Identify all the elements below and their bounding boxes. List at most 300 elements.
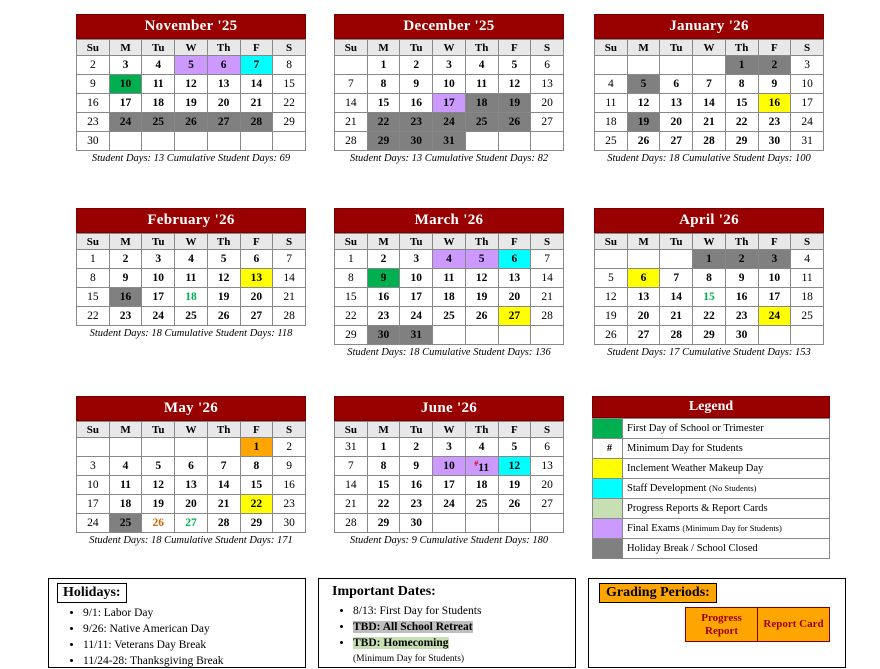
day-cell-empty: [660, 250, 693, 269]
day-cell: 9: [367, 269, 400, 288]
week-row: [335, 514, 564, 533]
week-row: [335, 113, 564, 132]
student-days-note: Student Days: 18 Cumulative Student Days: 100: [607, 153, 811, 164]
important-dates-box: [318, 578, 576, 668]
day-cell-empty: [531, 326, 564, 345]
weekday-header: M: [109, 40, 142, 56]
day-cell: 28: [240, 113, 273, 132]
day-cell-empty: [175, 132, 208, 151]
day-cell: 5: [207, 250, 240, 269]
day-cell: 24: [433, 113, 466, 132]
legend-row: [593, 499, 830, 519]
day-cell: 20: [531, 476, 564, 495]
day-cell: 15: [693, 288, 726, 307]
day-cell-empty: [627, 56, 660, 75]
day-cell-empty: [240, 132, 273, 151]
weekday-header: Su: [335, 234, 368, 250]
day-cell: 24: [758, 307, 791, 326]
day-cell-empty: [77, 438, 110, 457]
weekday-header: Th: [207, 40, 240, 56]
day-cell: 9: [109, 269, 142, 288]
weekday-header: Th: [725, 234, 758, 250]
day-cell: 6: [498, 250, 531, 269]
day-cell-empty: [207, 438, 240, 457]
day-cell: 10: [109, 75, 142, 94]
day-cell: 29: [335, 326, 368, 345]
day-cell: 15: [77, 288, 110, 307]
day-cell: 6: [240, 250, 273, 269]
weekday-header: S: [273, 40, 306, 56]
day-cell: 1: [77, 250, 110, 269]
weekday-header: Su: [77, 40, 110, 56]
day-cell: 12: [207, 269, 240, 288]
week-row: [335, 75, 564, 94]
day-cell: 13: [240, 269, 273, 288]
day-cell: 28: [273, 307, 306, 326]
day-cell-empty: [433, 514, 466, 533]
month-calendar-june-26: [334, 396, 564, 546]
week-row: [335, 495, 564, 514]
day-cell: 8: [77, 269, 110, 288]
day-cell: 3: [142, 250, 175, 269]
legend-label: Minimum Day for Students: [623, 439, 830, 459]
week-row: [77, 56, 306, 75]
day-cell: 13: [531, 75, 564, 94]
weekday-header: S: [791, 40, 824, 56]
month-grid: [334, 233, 564, 345]
day-cell: 16: [400, 476, 433, 495]
day-cell-empty: [109, 132, 142, 151]
week-row: [595, 75, 824, 94]
weekday-header: F: [240, 234, 273, 250]
day-cell: 25: [791, 307, 824, 326]
day-cell: 9: [758, 75, 791, 94]
day-cell: 2: [367, 250, 400, 269]
weekday-header: Th: [465, 422, 498, 438]
day-cell: 13: [175, 476, 208, 495]
week-row: [335, 288, 564, 307]
day-cell: 29: [367, 132, 400, 151]
day-cell: 10: [142, 269, 175, 288]
weekday-header: Tu: [400, 234, 433, 250]
legend-sublabel: (Minimum Day for Students): [682, 523, 782, 533]
day-cell: 15: [367, 94, 400, 113]
day-cell: 6: [175, 457, 208, 476]
day-cell-empty: [531, 132, 564, 151]
day-cell: 14: [240, 75, 273, 94]
day-cell: 19: [498, 94, 531, 113]
week-row: [77, 438, 306, 457]
day-cell: 23: [273, 495, 306, 514]
legend-grid: [592, 418, 830, 559]
week-row: [77, 307, 306, 326]
week-row: [335, 250, 564, 269]
legend-label: Progress Reports & Report Cards: [623, 499, 830, 519]
legend-swatch: [593, 499, 623, 519]
important-dates-list: [319, 603, 575, 667]
student-days-note: Student Days: 18 Cumulative Student Days: 136: [347, 347, 551, 358]
legend-label: First Day of School or Trimester: [623, 419, 830, 439]
day-cell: 7: [531, 250, 564, 269]
day-cell: 20: [531, 94, 564, 113]
day-cell: 4: [595, 75, 628, 94]
day-cell: 27: [175, 514, 208, 533]
day-cell: 10: [433, 75, 466, 94]
day-cell: 23: [758, 113, 791, 132]
day-cell: 1: [240, 438, 273, 457]
day-cell: 12: [175, 75, 208, 94]
day-cell-empty: [627, 250, 660, 269]
day-cell: 11: [109, 476, 142, 495]
month-title: December '25: [334, 14, 564, 39]
day-cell: #11: [465, 457, 498, 476]
day-cell: 28: [335, 514, 368, 533]
week-row: [595, 307, 824, 326]
day-cell: 5: [498, 438, 531, 457]
day-cell: 17: [433, 94, 466, 113]
day-cell: 26: [207, 307, 240, 326]
day-cell: 25: [109, 514, 142, 533]
day-cell: 3: [433, 56, 466, 75]
day-cell: 21: [693, 113, 726, 132]
legend-title: Legend: [592, 396, 830, 418]
day-cell: 22: [725, 113, 758, 132]
day-cell: 11: [595, 94, 628, 113]
day-cell: 5: [142, 457, 175, 476]
day-cell: 5: [595, 269, 628, 288]
weekday-header: Su: [595, 234, 628, 250]
month-title: June '26: [334, 396, 564, 421]
day-cell: 8: [335, 269, 368, 288]
list-item: • 9/1: Labor Day: [83, 605, 305, 621]
weekday-header: Tu: [400, 422, 433, 438]
day-cell-empty: [335, 56, 368, 75]
day-cell: 18: [595, 113, 628, 132]
day-cell-empty: [465, 132, 498, 151]
day-cell: 27: [660, 132, 693, 151]
day-cell: 17: [77, 495, 110, 514]
day-cell: 23: [725, 307, 758, 326]
legend-label: Staff Development (No Students): [623, 479, 830, 499]
weekday-header: W: [433, 40, 466, 56]
list-item: • 11/24-28: Thanksgiving Break: [83, 653, 305, 669]
day-cell: 14: [335, 94, 368, 113]
day-cell: 25: [433, 307, 466, 326]
legend-sublabel: (No Students): [709, 483, 757, 493]
week-row: [595, 250, 824, 269]
grading-periods-box: [588, 578, 846, 668]
day-cell: 15: [367, 476, 400, 495]
day-cell: 30: [400, 132, 433, 151]
day-cell: 20: [627, 307, 660, 326]
day-cell: 5: [175, 56, 208, 75]
day-cell: 17: [791, 94, 824, 113]
day-cell-empty: [433, 326, 466, 345]
legend-label: Inclement Weather Makeup Day: [623, 459, 830, 479]
day-cell: 9: [77, 75, 110, 94]
day-cell: 18: [465, 476, 498, 495]
day-cell: 24: [77, 514, 110, 533]
list-item: [353, 619, 575, 635]
week-row: [595, 113, 824, 132]
day-cell: 16: [273, 476, 306, 495]
day-cell: 18: [791, 288, 824, 307]
weekday-header: S: [531, 422, 564, 438]
week-row: [335, 269, 564, 288]
day-cell: 27: [240, 307, 273, 326]
day-cell: 26: [498, 495, 531, 514]
week-row: [77, 269, 306, 288]
month-grid: [334, 39, 564, 151]
week-row: [335, 132, 564, 151]
day-cell-empty: [498, 132, 531, 151]
day-cell: 14: [207, 476, 240, 495]
day-cell: 18: [433, 288, 466, 307]
holidays-list: [49, 605, 305, 669]
week-row: [77, 94, 306, 113]
day-cell: 26: [498, 113, 531, 132]
day-cell: 31: [335, 438, 368, 457]
day-cell: 29: [240, 514, 273, 533]
list-item-text: TBD: Homecoming: [353, 637, 449, 649]
day-cell: 21: [335, 495, 368, 514]
day-cell-empty: [531, 514, 564, 533]
day-cell: 28: [207, 514, 240, 533]
weekday-header: Su: [335, 40, 368, 56]
day-cell: 4: [465, 56, 498, 75]
weekday-header: S: [531, 234, 564, 250]
day-cell: 9: [400, 457, 433, 476]
day-cell: 27: [531, 495, 564, 514]
day-cell: 30: [725, 326, 758, 345]
week-row: [595, 269, 824, 288]
day-cell: 9: [725, 269, 758, 288]
month-grid: [76, 39, 306, 151]
month-calendar-february-26: [76, 208, 306, 339]
day-cell: 7: [660, 269, 693, 288]
legend-row: [593, 419, 830, 439]
month-calendar-april-26: [594, 208, 824, 358]
day-cell: 22: [273, 94, 306, 113]
weekday-header: W: [175, 234, 208, 250]
day-cell: 30: [77, 132, 110, 151]
week-row: [335, 457, 564, 476]
day-cell: 16: [367, 288, 400, 307]
month-title: November '25: [76, 14, 306, 39]
day-cell: 9: [273, 457, 306, 476]
day-cell-empty: [142, 132, 175, 151]
day-cell-empty: [595, 250, 628, 269]
day-cell: 22: [693, 307, 726, 326]
day-cell-empty: [595, 56, 628, 75]
holidays-title: Holidays:: [57, 583, 127, 603]
month-title: May '26: [76, 396, 306, 421]
day-cell-empty: [498, 326, 531, 345]
day-cell: 1: [367, 438, 400, 457]
month-title: January '26: [594, 14, 824, 39]
weekday-header: W: [693, 40, 726, 56]
week-row: [77, 250, 306, 269]
day-cell: 5: [465, 250, 498, 269]
week-row: [595, 288, 824, 307]
day-cell: 10: [400, 269, 433, 288]
weekday-header: M: [109, 422, 142, 438]
day-cell: 12: [498, 457, 531, 476]
day-cell-empty: [207, 132, 240, 151]
day-cell: 24: [433, 495, 466, 514]
weekday-header: Tu: [142, 422, 175, 438]
day-cell: 7: [335, 75, 368, 94]
day-cell: 14: [693, 94, 726, 113]
day-cell: 18: [109, 495, 142, 514]
list-item: [353, 603, 575, 619]
weekday-header: W: [175, 40, 208, 56]
week-row: [335, 476, 564, 495]
weekday-header: Su: [77, 422, 110, 438]
month-title: February '26: [76, 208, 306, 233]
grading-periods-column-header: Progress Report: [686, 608, 758, 642]
week-row: [77, 514, 306, 533]
day-cell: 12: [627, 94, 660, 113]
weekday-header: M: [367, 40, 400, 56]
day-cell: 13: [498, 269, 531, 288]
legend-row: [593, 539, 830, 559]
legend-swatch: [593, 519, 623, 539]
day-cell: 3: [109, 56, 142, 75]
day-cell: 6: [660, 75, 693, 94]
day-cell-empty: [498, 514, 531, 533]
week-row: [335, 438, 564, 457]
day-cell-empty: [109, 438, 142, 457]
day-cell: 21: [660, 307, 693, 326]
list-item-text: 8/13: First Day for Students: [353, 605, 482, 617]
day-cell-empty: [693, 56, 726, 75]
day-cell: 19: [207, 288, 240, 307]
day-cell: 14: [660, 288, 693, 307]
day-cell: 13: [531, 457, 564, 476]
day-cell: 25: [142, 113, 175, 132]
day-cell: 14: [273, 269, 306, 288]
day-cell: 31: [791, 132, 824, 151]
day-cell: 20: [175, 495, 208, 514]
grading-periods-table: [685, 607, 830, 642]
legend-swatch: [593, 539, 623, 559]
day-cell: 15: [335, 288, 368, 307]
weekday-header: Th: [207, 234, 240, 250]
day-cell: 15: [725, 94, 758, 113]
day-cell: 13: [627, 288, 660, 307]
important-dates-title: Important Dates:: [332, 584, 436, 599]
month-grid: [76, 233, 306, 326]
month-grid: [594, 233, 824, 345]
day-cell: 2: [109, 250, 142, 269]
day-cell: 25: [465, 113, 498, 132]
day-cell: 7: [273, 250, 306, 269]
legend-swatch: [593, 459, 623, 479]
weekday-header: F: [240, 40, 273, 56]
list-item: • 9/26: Native American Day: [83, 621, 305, 637]
day-cell: 22: [367, 113, 400, 132]
student-days-note: Student Days: 9 Cumulative Student Days: 180: [349, 535, 549, 546]
legend-swatch: #: [593, 439, 623, 459]
day-cell: 16: [77, 94, 110, 113]
month-calendar-december-25: [334, 14, 564, 164]
legend-row: [593, 479, 830, 499]
day-cell-empty: [758, 326, 791, 345]
day-cell: 23: [400, 495, 433, 514]
day-cell: 27: [498, 307, 531, 326]
day-cell: 26: [465, 307, 498, 326]
weekday-header: Tu: [660, 234, 693, 250]
day-cell: 2: [725, 250, 758, 269]
weekday-header: F: [240, 422, 273, 438]
day-cell: 3: [400, 250, 433, 269]
day-cell: 28: [335, 132, 368, 151]
month-title: March '26: [334, 208, 564, 233]
day-cell: 23: [109, 307, 142, 326]
weekday-header: S: [531, 40, 564, 56]
day-cell: 10: [433, 457, 466, 476]
weekday-header: M: [627, 234, 660, 250]
week-row: [335, 94, 564, 113]
day-cell: 16: [725, 288, 758, 307]
day-cell: 16: [109, 288, 142, 307]
day-cell: 9: [400, 75, 433, 94]
day-cell: 3: [77, 457, 110, 476]
weekday-header: M: [627, 40, 660, 56]
day-cell-empty: [273, 132, 306, 151]
grading-periods-title: Grading Periods:: [599, 583, 717, 603]
month-grid: [76, 421, 306, 533]
day-cell: 24: [142, 307, 175, 326]
list-item: • 11/11: Veterans Day Break: [83, 637, 305, 653]
weekday-header: W: [433, 422, 466, 438]
day-cell: 12: [465, 269, 498, 288]
week-row: [335, 307, 564, 326]
week-row: [595, 326, 824, 345]
day-cell: 7: [240, 56, 273, 75]
day-cell: 5: [627, 75, 660, 94]
day-cell: 6: [531, 438, 564, 457]
day-cell: 1: [725, 56, 758, 75]
day-cell: 11: [142, 75, 175, 94]
day-cell: 26: [175, 113, 208, 132]
day-cell: 15: [240, 476, 273, 495]
day-cell: 26: [627, 132, 660, 151]
week-row: [77, 75, 306, 94]
day-cell: 25: [465, 495, 498, 514]
day-cell: 26: [142, 514, 175, 533]
day-cell: 17: [142, 288, 175, 307]
weekday-header: M: [367, 234, 400, 250]
day-cell-empty: [465, 326, 498, 345]
legend-label: Holiday Break / School Closed: [623, 539, 830, 559]
legend-label: Final Exams (Minimum Day for Students): [623, 519, 830, 539]
week-row: [77, 113, 306, 132]
day-cell: 20: [660, 113, 693, 132]
day-cell: 17: [400, 288, 433, 307]
weekday-header: F: [498, 234, 531, 250]
grading-periods-header-row: [686, 608, 830, 642]
day-cell: 25: [595, 132, 628, 151]
day-cell: 6: [207, 56, 240, 75]
day-cell: 11: [465, 75, 498, 94]
day-cell: 20: [498, 288, 531, 307]
day-cell: 5: [498, 56, 531, 75]
weekday-header: S: [791, 234, 824, 250]
month-calendar-march-26: [334, 208, 564, 358]
day-cell: 4: [465, 438, 498, 457]
